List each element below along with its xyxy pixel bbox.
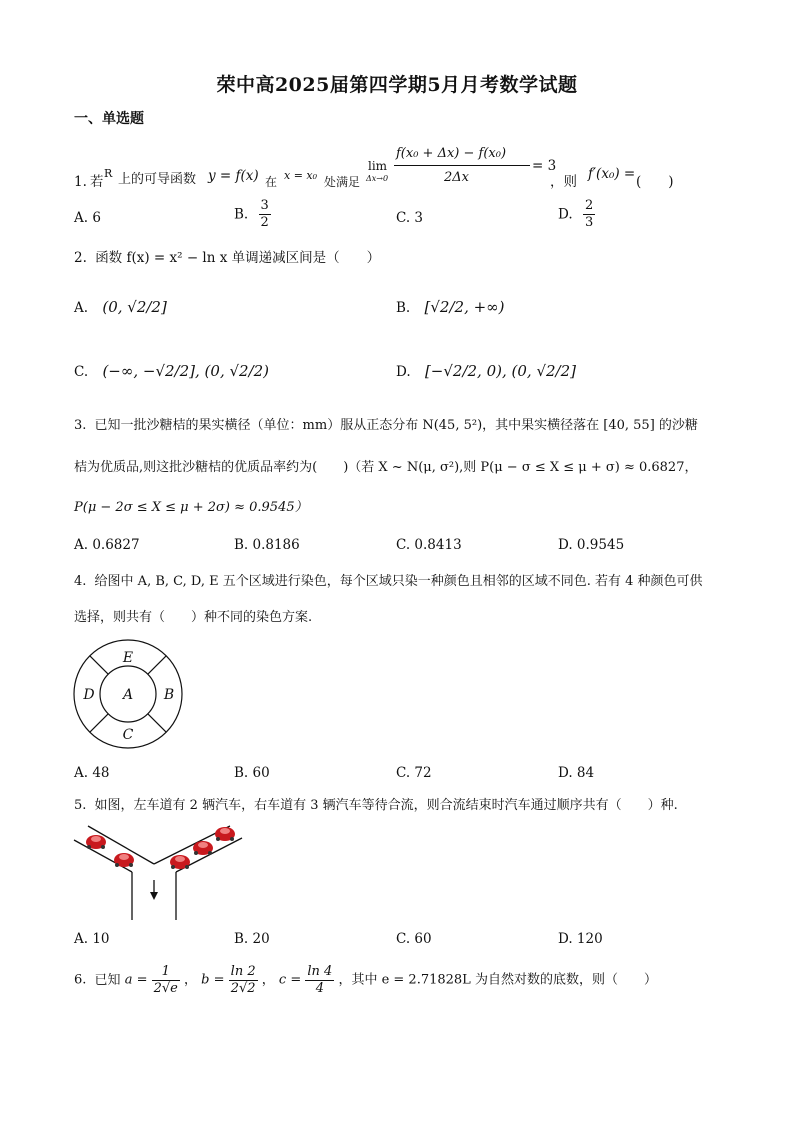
option-label: A. bbox=[74, 300, 89, 316]
q2-option-d bbox=[396, 362, 576, 380]
region-b: B bbox=[163, 687, 175, 703]
car-icon bbox=[86, 835, 106, 849]
q1-R: R bbox=[104, 167, 113, 180]
q1-option-c: C. 3 bbox=[396, 210, 424, 226]
q4-option-c: C. 72 bbox=[396, 765, 432, 781]
question-3-line-3: P(μ − 2σ ≤ X ≤ μ + 2σ) ≈ 0.9545） bbox=[74, 500, 308, 515]
q1-lim: lim bbox=[368, 159, 388, 173]
q5-option-b: B. 20 bbox=[234, 931, 270, 947]
q1-blank: ( ) bbox=[636, 174, 674, 190]
question-number: 2. bbox=[74, 250, 87, 266]
q2-option-c bbox=[74, 362, 269, 380]
region-c: C bbox=[122, 727, 134, 743]
q3-option-c: C. 0.8413 bbox=[396, 537, 462, 553]
merging-lanes-figure bbox=[70, 822, 250, 922]
question-number: 1. bbox=[74, 174, 87, 190]
question-5 bbox=[74, 796, 678, 816]
q3-option-a: A. 0.6827 bbox=[74, 537, 140, 553]
q1-equals: = 3 bbox=[532, 158, 557, 174]
q6-c: c = bbox=[278, 972, 302, 988]
section-heading: 一、单选题 bbox=[74, 111, 144, 127]
car-icon bbox=[193, 841, 213, 855]
region-d: D bbox=[83, 687, 95, 703]
q4-option-a: A. 48 bbox=[74, 765, 110, 781]
option-label: D. bbox=[396, 364, 411, 380]
q3-option-b: B. 0.8186 bbox=[234, 537, 300, 553]
question-3-line-2: 桔为优质品,则这批沙糖桔的优质品率约为( )（若 X ~ N(μ, σ²),则 P(μ − σ ≤ X ≤ μ + σ) ≈ 0.6827， bbox=[74, 460, 698, 475]
option-label: B. bbox=[234, 206, 249, 223]
q1-fraction-bar bbox=[394, 165, 530, 166]
question-4-line-2: 选择，则共有（ ）种不同的染色方案. bbox=[74, 610, 313, 625]
comma: ， bbox=[261, 972, 275, 988]
question-number: 4. bbox=[74, 574, 87, 589]
question-2 bbox=[74, 248, 380, 268]
option-label: B. bbox=[396, 300, 411, 316]
car-icon bbox=[114, 853, 134, 867]
option-content: [√2/2, +∞) bbox=[424, 298, 505, 316]
q6-c-fraction: $\frac{\ln 4}{4}$ bbox=[307, 964, 333, 996]
question-4-line-1 bbox=[74, 572, 703, 592]
q1-text-4: 处满足 bbox=[324, 175, 361, 189]
comma: ， bbox=[184, 972, 198, 988]
question-3-line-1 bbox=[74, 416, 698, 436]
option-content: (0, √2/2] bbox=[102, 298, 167, 316]
q1-deriv: f′(x₀) = bbox=[588, 166, 636, 182]
fraction: $\frac{3}{2}$ bbox=[260, 198, 269, 230]
q1-text-1: 若 bbox=[90, 174, 104, 190]
option-label: D. bbox=[558, 206, 573, 223]
q1-denominator: 2Δx bbox=[444, 170, 469, 185]
option-content: (−∞, −√2/2], (0, √2/2) bbox=[102, 362, 270, 380]
q1-lim-sub: Δx→0 bbox=[366, 174, 389, 183]
question-number: 5. bbox=[74, 798, 87, 813]
q1-option-b bbox=[234, 198, 271, 231]
option-content: [−√2/2, 0), (0, √2/2] bbox=[424, 362, 577, 380]
q6-text-1: 已知 bbox=[94, 972, 121, 988]
question-text: 函数 f(x) = x² − ln x 单调递减区间是（ ） bbox=[95, 250, 381, 266]
q1-option-d bbox=[558, 198, 595, 231]
q1-text-3: 在 bbox=[265, 175, 278, 189]
coloring-diagram bbox=[70, 638, 190, 752]
q6-a-fraction: $\frac{1}{2√e}$ bbox=[153, 964, 178, 996]
q4-option-b: B. 60 bbox=[234, 765, 270, 781]
q1-text-2: 上的可导函数 bbox=[118, 172, 197, 187]
q4-option-d: D. 84 bbox=[558, 765, 595, 781]
q1-at: x = x₀ bbox=[284, 169, 318, 182]
question-text: 如图，左车道有 2 辆汽车，右车道有 3 辆汽车等待合流，则合流结束时汽车通过顺序共有（ ）种. bbox=[94, 798, 678, 813]
q5-option-d: D. 120 bbox=[558, 931, 603, 947]
page-title: 荣中高2025届第四学期5月月考数学试题 bbox=[216, 74, 578, 96]
q3-option-d: D. 0.9545 bbox=[558, 537, 625, 553]
q2-option-a bbox=[74, 298, 167, 316]
q6-text-2: ，其中 e = 2.71828L 为自然对数的底数，则（ ） bbox=[338, 972, 657, 988]
q5-option-c: C. 60 bbox=[396, 931, 432, 947]
question-text: 给图中 A, B, C, D, E 五个区域进行染色，每个区域只染一种颜色且相邻的区域不同色. 若有 4 种颜色可供 bbox=[94, 574, 703, 589]
q1-func: y = f(x) bbox=[208, 168, 259, 184]
q1-option-a: A. 6 bbox=[74, 210, 101, 226]
q5-option-a: A. 10 bbox=[74, 931, 110, 947]
car-icon bbox=[215, 827, 235, 841]
car-icon bbox=[170, 855, 190, 869]
region-e: E bbox=[122, 650, 134, 666]
option-label: C. bbox=[74, 364, 89, 380]
q1-text-5: ，则 bbox=[550, 174, 577, 190]
question-number: 3. bbox=[74, 418, 87, 433]
q1-numerator: f(x₀ + Δx) − f(x₀) bbox=[396, 146, 507, 161]
question-text: 已知一批沙糖桔的果实横径（单位：mm）服从正态分布 N(45, 5²)，其中果实横径落在 [40, 55] 的沙糖 bbox=[94, 418, 698, 433]
region-a: A bbox=[122, 687, 134, 703]
fraction: $\frac{2}{3}$ bbox=[584, 198, 594, 230]
q6-a: a = bbox=[124, 972, 148, 988]
q6-b: b = bbox=[201, 972, 225, 988]
q2-option-b bbox=[396, 298, 505, 316]
q6-b-fraction: $\frac{\ln 2}{2√2}$ bbox=[230, 964, 256, 996]
question-6 bbox=[74, 964, 657, 997]
question-number: 6. bbox=[74, 972, 87, 988]
